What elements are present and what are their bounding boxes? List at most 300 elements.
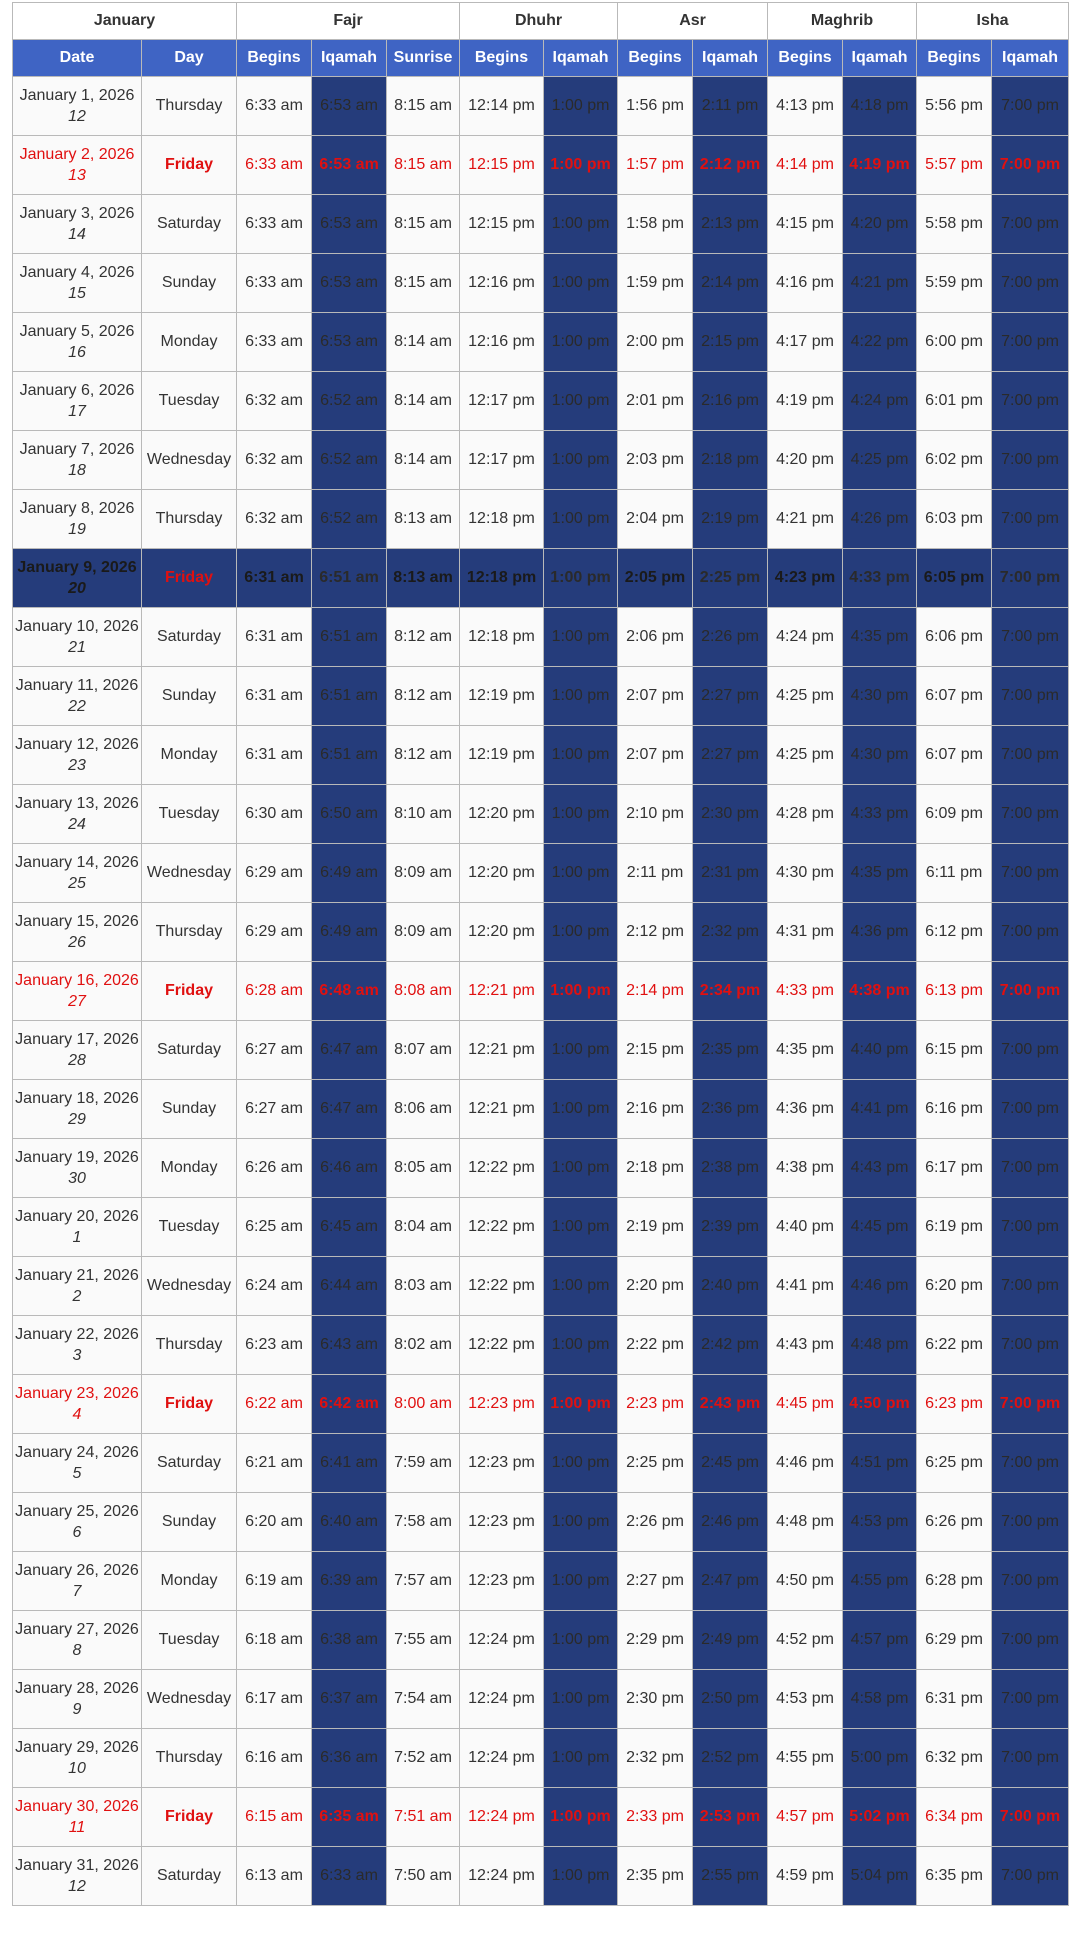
fajr-header: Fajr — [237, 3, 460, 40]
dhuhr-header: Dhuhr — [460, 3, 618, 40]
asr-iqamah-cell: 2:55 pm — [693, 1847, 768, 1906]
hijri-day: 24 — [68, 816, 86, 833]
asr-iqamah-cell: 2:12 pm — [693, 136, 768, 195]
day-cell: Wednesday — [142, 1257, 237, 1316]
fajr-begins-cell: 6:29 am — [237, 844, 312, 903]
isha-begins-cell: 6:05 pm — [917, 549, 992, 608]
maghrib-begins-cell: 4:33 pm — [768, 962, 843, 1021]
asr-iqamah-cell: 2:11 pm — [693, 77, 768, 136]
isha-begins-cell: 6:02 pm — [917, 431, 992, 490]
dhuhr-begins-cell: 12:14 pm — [460, 77, 544, 136]
maghrib-begins-cell: 4:41 pm — [768, 1257, 843, 1316]
fajr-begins-cell: 6:33 am — [237, 254, 312, 313]
fajr-iqamah-cell: 6:44 am — [312, 1257, 387, 1316]
dhuhr-iqamah-cell: 1:00 pm — [544, 136, 618, 195]
fajr-iqamah-cell: 6:51 am — [312, 549, 387, 608]
hijri-day: 17 — [68, 403, 86, 420]
asr-iqamah-cell: 2:25 pm — [693, 549, 768, 608]
asr-begins-cell: 2:10 pm — [618, 785, 693, 844]
fajr-begins-cell: 6:27 am — [237, 1080, 312, 1139]
isha-begins-cell: 6:01 pm — [917, 372, 992, 431]
maghrib-header: Maghrib — [768, 3, 917, 40]
table-row — [13, 785, 1069, 844]
day-cell: Wednesday — [142, 844, 237, 903]
isha-begins-cell: 5:58 pm — [917, 195, 992, 254]
dhuhr-begins-cell: 12:16 pm — [460, 254, 544, 313]
fajr-begins-cell: 6:28 am — [237, 962, 312, 1021]
table-row — [13, 608, 1069, 667]
column-header-row — [13, 40, 1069, 77]
maghrib-begins-cell: 4:15 pm — [768, 195, 843, 254]
dhuhr-iqamah-cell: 1:00 pm — [544, 1788, 618, 1847]
day-column-header: Day — [142, 40, 237, 77]
maghrib-begins-cell: 4:48 pm — [768, 1493, 843, 1552]
dhuhr-iqamah-cell: 1:00 pm — [544, 1139, 618, 1198]
fajr-begins-cell: 6:33 am — [237, 313, 312, 372]
maghrib-begins-cell: 4:23 pm — [768, 549, 843, 608]
table-row — [13, 1611, 1069, 1670]
isha-begins-cell: 6:34 pm — [917, 1788, 992, 1847]
maghrib-begins-cell: 4:13 pm — [768, 77, 843, 136]
date-cell — [13, 195, 142, 254]
isha-begins-cell: 6:13 pm — [917, 962, 992, 1021]
fajr-iqamah-cell: 6:41 am — [312, 1434, 387, 1493]
fajr-iqamah-cell: 6:53 am — [312, 313, 387, 372]
hijri-day: 6 — [72, 1524, 82, 1541]
isha-begins-cell: 6:26 pm — [917, 1493, 992, 1552]
sunrise-cell: 8:15 am — [387, 195, 460, 254]
dhuhr-begins-cell: 12:23 pm — [460, 1375, 544, 1434]
fajr-begins-cell: 6:33 am — [237, 77, 312, 136]
sunrise-cell: 8:09 am — [387, 844, 460, 903]
asr-begins-cell: 2:07 pm — [618, 667, 693, 726]
asr-begins-cell: 2:12 pm — [618, 903, 693, 962]
dhuhr-iqamah-cell: 1:00 pm — [544, 962, 618, 1021]
date-cell — [13, 1729, 142, 1788]
isha-iqamah-cell: 7:00 pm — [992, 903, 1069, 962]
isha-iqamah-cell: 7:00 pm — [992, 1493, 1069, 1552]
day-cell: Tuesday — [142, 785, 237, 844]
dhuhr-iqamah-cell: 1:00 pm — [544, 77, 618, 136]
dhuhr-begins-cell: 12:17 pm — [460, 372, 544, 431]
gregorian-date: January 15, 2026 — [15, 913, 139, 930]
dhuhr-begins-cell: 12:19 pm — [460, 667, 544, 726]
isha-begins-cell: 6:23 pm — [917, 1375, 992, 1434]
date-column-header: Date — [13, 40, 142, 77]
maghrib-iqamah-cell: 4:41 pm — [843, 1080, 917, 1139]
asr-iqamah-cell: 2:26 pm — [693, 608, 768, 667]
date-cell — [13, 1139, 142, 1198]
day-cell: Thursday — [142, 490, 237, 549]
fajr-iqamah-header: Iqamah — [312, 40, 387, 77]
isha-header: Isha — [917, 3, 1069, 40]
fajr-begins-cell: 6:32 am — [237, 431, 312, 490]
dhuhr-begins-cell: 12:24 pm — [460, 1788, 544, 1847]
sunrise-cell: 7:52 am — [387, 1729, 460, 1788]
date-cell — [13, 1611, 142, 1670]
sunrise-cell: 8:13 am — [387, 549, 460, 608]
dhuhr-begins-cell: 12:15 pm — [460, 195, 544, 254]
asr-header: Asr — [618, 3, 768, 40]
fajr-begins-cell: 6:31 am — [237, 726, 312, 785]
asr-begins-header: Begins — [618, 40, 693, 77]
maghrib-begins-cell: 4:30 pm — [768, 844, 843, 903]
table-row — [13, 136, 1069, 195]
date-cell — [13, 1375, 142, 1434]
dhuhr-iqamah-cell: 1:00 pm — [544, 1434, 618, 1493]
fajr-begins-cell: 6:16 am — [237, 1729, 312, 1788]
sunrise-header: Sunrise — [387, 40, 460, 77]
maghrib-iqamah-cell: 5:00 pm — [843, 1729, 917, 1788]
table-row — [13, 1670, 1069, 1729]
date-cell — [13, 372, 142, 431]
fajr-iqamah-cell: 6:53 am — [312, 195, 387, 254]
fajr-begins-cell: 6:27 am — [237, 1021, 312, 1080]
maghrib-begins-cell: 4:52 pm — [768, 1611, 843, 1670]
dhuhr-begins-cell: 12:21 pm — [460, 1080, 544, 1139]
fajr-begins-cell: 6:33 am — [237, 195, 312, 254]
asr-begins-cell: 2:00 pm — [618, 313, 693, 372]
maghrib-iqamah-cell: 4:36 pm — [843, 903, 917, 962]
maghrib-begins-cell: 4:14 pm — [768, 136, 843, 195]
gregorian-date: January 27, 2026 — [15, 1621, 139, 1638]
isha-iqamah-cell: 7:00 pm — [992, 195, 1069, 254]
maghrib-iqamah-cell: 4:35 pm — [843, 608, 917, 667]
table-row — [13, 1552, 1069, 1611]
gregorian-date: January 21, 2026 — [15, 1267, 139, 1284]
asr-iqamah-cell: 2:32 pm — [693, 903, 768, 962]
sunrise-cell: 8:15 am — [387, 77, 460, 136]
fajr-iqamah-cell: 6:53 am — [312, 77, 387, 136]
table-row — [13, 313, 1069, 372]
table-row — [13, 1847, 1069, 1906]
hijri-day: 23 — [68, 757, 86, 774]
asr-begins-cell: 2:20 pm — [618, 1257, 693, 1316]
hijri-day: 10 — [68, 1760, 86, 1777]
fajr-iqamah-cell: 6:50 am — [312, 785, 387, 844]
fajr-begins-cell: 6:23 am — [237, 1316, 312, 1375]
table-row — [13, 490, 1069, 549]
dhuhr-begins-cell: 12:17 pm — [460, 431, 544, 490]
maghrib-iqamah-cell: 4:30 pm — [843, 667, 917, 726]
month-header: January — [13, 3, 237, 40]
table-row — [13, 1316, 1069, 1375]
date-cell — [13, 1847, 142, 1906]
isha-begins-cell: 6:16 pm — [917, 1080, 992, 1139]
isha-iqamah-cell: 7:00 pm — [992, 549, 1069, 608]
isha-begins-cell: 5:59 pm — [917, 254, 992, 313]
asr-iqamah-cell: 2:50 pm — [693, 1670, 768, 1729]
table-row — [13, 1493, 1069, 1552]
asr-begins-cell: 2:05 pm — [618, 549, 693, 608]
asr-iqamah-cell: 2:52 pm — [693, 1729, 768, 1788]
gregorian-date: January 2, 2026 — [19, 146, 135, 163]
dhuhr-iqamah-cell: 1:00 pm — [544, 1198, 618, 1257]
isha-iqamah-cell: 7:00 pm — [992, 962, 1069, 1021]
fajr-iqamah-cell: 6:38 am — [312, 1611, 387, 1670]
asr-begins-cell: 1:58 pm — [618, 195, 693, 254]
gregorian-date: January 25, 2026 — [15, 1503, 139, 1520]
day-cell: Saturday — [142, 608, 237, 667]
fajr-iqamah-cell: 6:37 am — [312, 1670, 387, 1729]
fajr-begins-cell: 6:32 am — [237, 372, 312, 431]
isha-iqamah-cell: 7:00 pm — [992, 1847, 1069, 1906]
asr-begins-cell: 2:07 pm — [618, 726, 693, 785]
isha-iqamah-cell: 7:00 pm — [992, 1198, 1069, 1257]
hijri-day: 16 — [68, 344, 86, 361]
maghrib-iqamah-cell: 4:51 pm — [843, 1434, 917, 1493]
asr-begins-cell: 2:25 pm — [618, 1434, 693, 1493]
isha-iqamah-cell: 7:00 pm — [992, 1257, 1069, 1316]
asr-begins-cell: 2:16 pm — [618, 1080, 693, 1139]
dhuhr-begins-cell: 12:23 pm — [460, 1434, 544, 1493]
date-cell — [13, 254, 142, 313]
isha-begins-cell: 6:28 pm — [917, 1552, 992, 1611]
isha-begins-cell: 6:06 pm — [917, 608, 992, 667]
maghrib-begins-cell: 4:50 pm — [768, 1552, 843, 1611]
isha-begins-cell: 6:15 pm — [917, 1021, 992, 1080]
sunrise-cell: 8:12 am — [387, 726, 460, 785]
isha-iqamah-cell: 7:00 pm — [992, 1788, 1069, 1847]
table-row — [13, 844, 1069, 903]
hijri-day: 25 — [68, 875, 86, 892]
gregorian-date: January 7, 2026 — [19, 441, 135, 458]
hijri-day: 4 — [72, 1406, 82, 1423]
fajr-iqamah-cell: 6:49 am — [312, 903, 387, 962]
isha-iqamah-cell: 7:00 pm — [992, 667, 1069, 726]
dhuhr-iqamah-cell: 1:00 pm — [544, 1611, 618, 1670]
maghrib-begins-cell: 4:40 pm — [768, 1198, 843, 1257]
fajr-iqamah-cell: 6:43 am — [312, 1316, 387, 1375]
dhuhr-begins-cell: 12:15 pm — [460, 136, 544, 195]
asr-begins-cell: 2:04 pm — [618, 490, 693, 549]
asr-iqamah-cell: 2:27 pm — [693, 726, 768, 785]
gregorian-date: January 6, 2026 — [19, 382, 135, 399]
asr-iqamah-cell: 2:13 pm — [693, 195, 768, 254]
maghrib-begins-cell: 4:25 pm — [768, 667, 843, 726]
table-row — [13, 667, 1069, 726]
hijri-day: 22 — [68, 698, 86, 715]
asr-begins-cell: 2:11 pm — [618, 844, 693, 903]
maghrib-begins-cell: 4:46 pm — [768, 1434, 843, 1493]
date-cell — [13, 1316, 142, 1375]
date-cell — [13, 1198, 142, 1257]
asr-iqamah-cell: 2:43 pm — [693, 1375, 768, 1434]
fajr-iqamah-cell: 6:52 am — [312, 490, 387, 549]
asr-iqamah-cell: 2:15 pm — [693, 313, 768, 372]
isha-begins-cell: 6:32 pm — [917, 1729, 992, 1788]
fajr-iqamah-cell: 6:52 am — [312, 372, 387, 431]
hijri-day: 3 — [72, 1347, 82, 1364]
maghrib-iqamah-header: Iqamah — [843, 40, 917, 77]
hijri-day: 19 — [68, 521, 86, 538]
fajr-begins-cell: 6:17 am — [237, 1670, 312, 1729]
maghrib-iqamah-cell: 5:04 pm — [843, 1847, 917, 1906]
dhuhr-iqamah-cell: 1:00 pm — [544, 1316, 618, 1375]
isha-iqamah-cell: 7:00 pm — [992, 431, 1069, 490]
dhuhr-begins-cell: 12:20 pm — [460, 785, 544, 844]
isha-begins-cell: 6:19 pm — [917, 1198, 992, 1257]
fajr-iqamah-cell: 6:42 am — [312, 1375, 387, 1434]
date-cell — [13, 1788, 142, 1847]
asr-iqamah-cell: 2:18 pm — [693, 431, 768, 490]
gregorian-date: January 11, 2026 — [15, 677, 139, 694]
gregorian-date: January 1, 2026 — [19, 87, 135, 104]
sunrise-cell: 8:07 am — [387, 1021, 460, 1080]
gregorian-date: January 3, 2026 — [19, 205, 135, 222]
maghrib-begins-cell: 4:31 pm — [768, 903, 843, 962]
dhuhr-iqamah-cell: 1:00 pm — [544, 726, 618, 785]
isha-iqamah-cell: 7:00 pm — [992, 1375, 1069, 1434]
day-cell: Friday — [142, 136, 237, 195]
isha-begins-cell: 6:29 pm — [917, 1611, 992, 1670]
asr-begins-cell: 2:14 pm — [618, 962, 693, 1021]
maghrib-begins-cell: 4:35 pm — [768, 1021, 843, 1080]
isha-iqamah-cell: 7:00 pm — [992, 313, 1069, 372]
maghrib-iqamah-cell: 4:35 pm — [843, 844, 917, 903]
dhuhr-begins-cell: 12:22 pm — [460, 1316, 544, 1375]
fajr-begins-cell: 6:26 am — [237, 1139, 312, 1198]
maghrib-begins-cell: 4:43 pm — [768, 1316, 843, 1375]
maghrib-iqamah-cell: 4:20 pm — [843, 195, 917, 254]
isha-iqamah-cell: 7:00 pm — [992, 1080, 1069, 1139]
maghrib-iqamah-cell: 4:46 pm — [843, 1257, 917, 1316]
isha-begins-cell: 6:07 pm — [917, 726, 992, 785]
isha-iqamah-cell: 7:00 pm — [992, 1021, 1069, 1080]
fajr-begins-cell: 6:29 am — [237, 903, 312, 962]
date-cell — [13, 77, 142, 136]
asr-begins-cell: 2:23 pm — [618, 1375, 693, 1434]
sunrise-cell: 8:13 am — [387, 490, 460, 549]
sunrise-cell: 8:04 am — [387, 1198, 460, 1257]
dhuhr-begins-cell: 12:18 pm — [460, 608, 544, 667]
maghrib-begins-cell: 4:17 pm — [768, 313, 843, 372]
asr-begins-cell: 2:03 pm — [618, 431, 693, 490]
maghrib-begins-cell: 4:28 pm — [768, 785, 843, 844]
isha-begins-cell: 6:31 pm — [917, 1670, 992, 1729]
isha-iqamah-cell: 7:00 pm — [992, 726, 1069, 785]
date-cell — [13, 1552, 142, 1611]
date-cell — [13, 785, 142, 844]
hijri-day: 5 — [72, 1465, 82, 1482]
hijri-day: 18 — [68, 462, 86, 479]
gregorian-date: January 18, 2026 — [15, 1090, 139, 1107]
sunrise-cell: 8:14 am — [387, 372, 460, 431]
isha-begins-cell: 6:17 pm — [917, 1139, 992, 1198]
day-cell: Thursday — [142, 1729, 237, 1788]
prayer-timetable — [12, 2, 1069, 1906]
sunrise-cell: 7:57 am — [387, 1552, 460, 1611]
gregorian-date: January 19, 2026 — [15, 1149, 139, 1166]
fajr-iqamah-cell: 6:53 am — [312, 254, 387, 313]
asr-begins-cell: 2:27 pm — [618, 1552, 693, 1611]
asr-iqamah-cell: 2:27 pm — [693, 667, 768, 726]
maghrib-iqamah-cell: 4:48 pm — [843, 1316, 917, 1375]
isha-iqamah-cell: 7:00 pm — [992, 372, 1069, 431]
day-cell: Monday — [142, 1552, 237, 1611]
dhuhr-begins-cell: 12:20 pm — [460, 844, 544, 903]
gregorian-date: January 28, 2026 — [15, 1680, 139, 1697]
dhuhr-begins-cell: 12:24 pm — [460, 1611, 544, 1670]
date-cell — [13, 136, 142, 195]
maghrib-iqamah-cell: 4:25 pm — [843, 431, 917, 490]
table-row — [13, 549, 1069, 608]
asr-begins-cell: 1:57 pm — [618, 136, 693, 195]
isha-begins-cell: 6:22 pm — [917, 1316, 992, 1375]
asr-begins-cell: 2:18 pm — [618, 1139, 693, 1198]
dhuhr-iqamah-cell: 1:00 pm — [544, 1552, 618, 1611]
dhuhr-iqamah-cell: 1:00 pm — [544, 254, 618, 313]
date-cell — [13, 962, 142, 1021]
hijri-day: 26 — [68, 934, 86, 951]
sunrise-cell: 8:05 am — [387, 1139, 460, 1198]
asr-iqamah-cell: 2:14 pm — [693, 254, 768, 313]
maghrib-iqamah-cell: 4:55 pm — [843, 1552, 917, 1611]
isha-iqamah-cell: 7:00 pm — [992, 1316, 1069, 1375]
day-cell: Monday — [142, 726, 237, 785]
hijri-day: 28 — [68, 1052, 86, 1069]
isha-begins-cell: 6:00 pm — [917, 313, 992, 372]
fajr-iqamah-cell: 6:47 am — [312, 1021, 387, 1080]
date-cell — [13, 726, 142, 785]
maghrib-begins-cell: 4:53 pm — [768, 1670, 843, 1729]
asr-iqamah-header: Iqamah — [693, 40, 768, 77]
date-cell — [13, 844, 142, 903]
fajr-iqamah-cell: 6:39 am — [312, 1552, 387, 1611]
hijri-day: 7 — [72, 1583, 82, 1600]
asr-begins-cell: 2:19 pm — [618, 1198, 693, 1257]
dhuhr-iqamah-cell: 1:00 pm — [544, 608, 618, 667]
dhuhr-iqamah-cell: 1:00 pm — [544, 1375, 618, 1434]
dhuhr-iqamah-cell: 1:00 pm — [544, 785, 618, 844]
dhuhr-begins-cell: 12:22 pm — [460, 1198, 544, 1257]
asr-iqamah-cell: 2:36 pm — [693, 1080, 768, 1139]
isha-begins-cell: 5:56 pm — [917, 77, 992, 136]
gregorian-date: January 13, 2026 — [15, 795, 139, 812]
gregorian-date: January 31, 2026 — [15, 1857, 139, 1874]
table-row — [13, 1375, 1069, 1434]
day-cell: Wednesday — [142, 1670, 237, 1729]
isha-iqamah-cell: 7:00 pm — [992, 608, 1069, 667]
asr-iqamah-cell: 2:34 pm — [693, 962, 768, 1021]
dhuhr-iqamah-cell: 1:00 pm — [544, 844, 618, 903]
asr-begins-cell: 2:01 pm — [618, 372, 693, 431]
fajr-iqamah-cell: 6:51 am — [312, 667, 387, 726]
hijri-day: 30 — [68, 1170, 86, 1187]
fajr-begins-header: Begins — [237, 40, 312, 77]
day-cell: Saturday — [142, 1021, 237, 1080]
date-cell — [13, 667, 142, 726]
asr-begins-cell: 2:30 pm — [618, 1670, 693, 1729]
date-cell — [13, 549, 142, 608]
sunrise-cell: 8:15 am — [387, 136, 460, 195]
maghrib-iqamah-cell: 4:26 pm — [843, 490, 917, 549]
maghrib-iqamah-cell: 4:40 pm — [843, 1021, 917, 1080]
asr-begins-cell: 2:06 pm — [618, 608, 693, 667]
isha-begins-cell: 6:20 pm — [917, 1257, 992, 1316]
hijri-day: 27 — [68, 993, 86, 1010]
dhuhr-begins-cell: 12:22 pm — [460, 1139, 544, 1198]
asr-begins-cell: 2:15 pm — [618, 1021, 693, 1080]
dhuhr-begins-cell: 12:23 pm — [460, 1552, 544, 1611]
maghrib-iqamah-cell: 4:45 pm — [843, 1198, 917, 1257]
dhuhr-begins-cell: 12:18 pm — [460, 549, 544, 608]
date-cell — [13, 1257, 142, 1316]
day-cell: Sunday — [142, 1080, 237, 1139]
fajr-iqamah-cell: 6:46 am — [312, 1139, 387, 1198]
hijri-day: 1 — [72, 1229, 82, 1246]
dhuhr-begins-cell: 12:21 pm — [460, 962, 544, 1021]
